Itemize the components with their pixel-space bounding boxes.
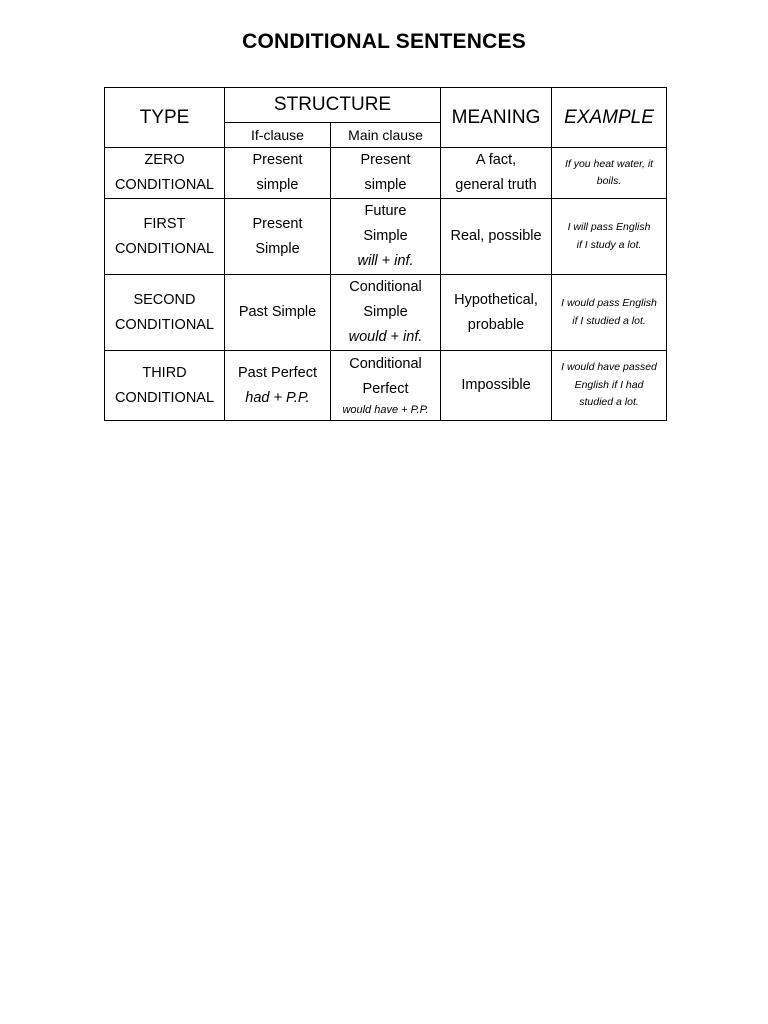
type-line: ZERO	[144, 152, 185, 168]
main-clause-formula: will + inf.	[357, 253, 414, 269]
main-clause-line: simple	[364, 177, 407, 193]
table-row	[105, 351, 667, 421]
example-line: if I study a lot.	[576, 238, 642, 251]
example-cell	[552, 199, 667, 275]
meaning-line: Hypothetical,	[454, 291, 538, 308]
type-line: THIRD	[142, 364, 187, 381]
if-clause-line: Past Perfect	[238, 364, 317, 381]
main-clause-line: Simple	[363, 304, 408, 320]
table-row	[105, 148, 667, 199]
type-line: CONDITIONAL	[114, 389, 215, 406]
main-clause-formula: would + inf.	[348, 329, 423, 345]
example-cell	[552, 148, 667, 199]
header-type: TYPE	[105, 88, 225, 148]
example-line: studied a lot.	[579, 396, 639, 409]
meaning-cell	[441, 199, 552, 275]
conditional-sentences-table	[104, 87, 667, 421]
if-clause-line: Past Simple	[238, 304, 317, 320]
if-clause-formula: had + P.P.	[245, 389, 310, 406]
if-clause-cell	[225, 199, 331, 275]
main-clause-line: Future	[364, 203, 407, 219]
example-line: English if I had	[574, 378, 644, 391]
page-title: CONDITIONAL SENTENCES	[242, 30, 526, 53]
example-cell	[552, 275, 667, 351]
meaning-line: Impossible	[461, 377, 531, 393]
header-structure: STRUCTURE	[225, 88, 441, 123]
main-clause-line: Simple	[363, 228, 408, 244]
main-clause-cell	[331, 275, 441, 351]
type-cell	[105, 275, 225, 351]
table-row	[105, 199, 667, 275]
type-cell	[105, 148, 225, 199]
if-clause-cell	[225, 275, 331, 351]
type-line: SECOND	[133, 291, 196, 308]
meaning-line: Real, possible	[450, 228, 542, 244]
meaning-line: A fact,	[475, 152, 517, 168]
meaning-cell	[441, 275, 552, 351]
type-line: CONDITIONAL	[114, 240, 215, 257]
example-line: I would have passed	[561, 361, 657, 374]
main-clause-line: Conditional	[349, 279, 422, 295]
main-clause-cell	[331, 199, 441, 275]
example-line: I will pass English	[567, 221, 651, 233]
main-clause-line: Present	[360, 152, 411, 168]
main-clause-formula: would have + P.P.	[342, 404, 429, 416]
meaning-cell	[441, 148, 552, 199]
if-clause-line: Simple	[255, 240, 300, 257]
header-meaning: MEANING	[441, 88, 552, 148]
main-clause-cell	[331, 148, 441, 199]
example-line: if I studied a lot.	[572, 314, 646, 327]
if-clause-line: Present	[252, 152, 303, 168]
main-clause-cell	[331, 351, 441, 421]
type-cell	[105, 351, 225, 421]
if-clause-line: Present	[252, 215, 303, 232]
table-row	[105, 275, 667, 351]
type-line: CONDITIONAL	[114, 177, 215, 193]
main-clause-line: Perfect	[362, 381, 409, 397]
type-line: FIRST	[143, 215, 186, 232]
meaning-line: probable	[467, 316, 525, 333]
example-line: I would pass English	[561, 297, 657, 309]
if-clause-cell	[225, 148, 331, 199]
type-line: CONDITIONAL	[114, 316, 215, 333]
if-clause-line: simple	[256, 177, 299, 193]
example-line: boils.	[596, 175, 622, 187]
if-clause-cell	[225, 351, 331, 421]
header-example: EXAMPLE	[552, 88, 667, 148]
main-clause-line: Conditional	[349, 356, 422, 372]
type-cell	[105, 199, 225, 275]
meaning-cell	[441, 351, 552, 421]
example-cell	[552, 351, 667, 421]
subheader-main-clause: Main clause	[331, 123, 441, 148]
subheader-if-clause: If-clause	[225, 123, 331, 148]
meaning-line: general truth	[455, 177, 537, 193]
example-line: If you heat water, it	[564, 157, 654, 170]
